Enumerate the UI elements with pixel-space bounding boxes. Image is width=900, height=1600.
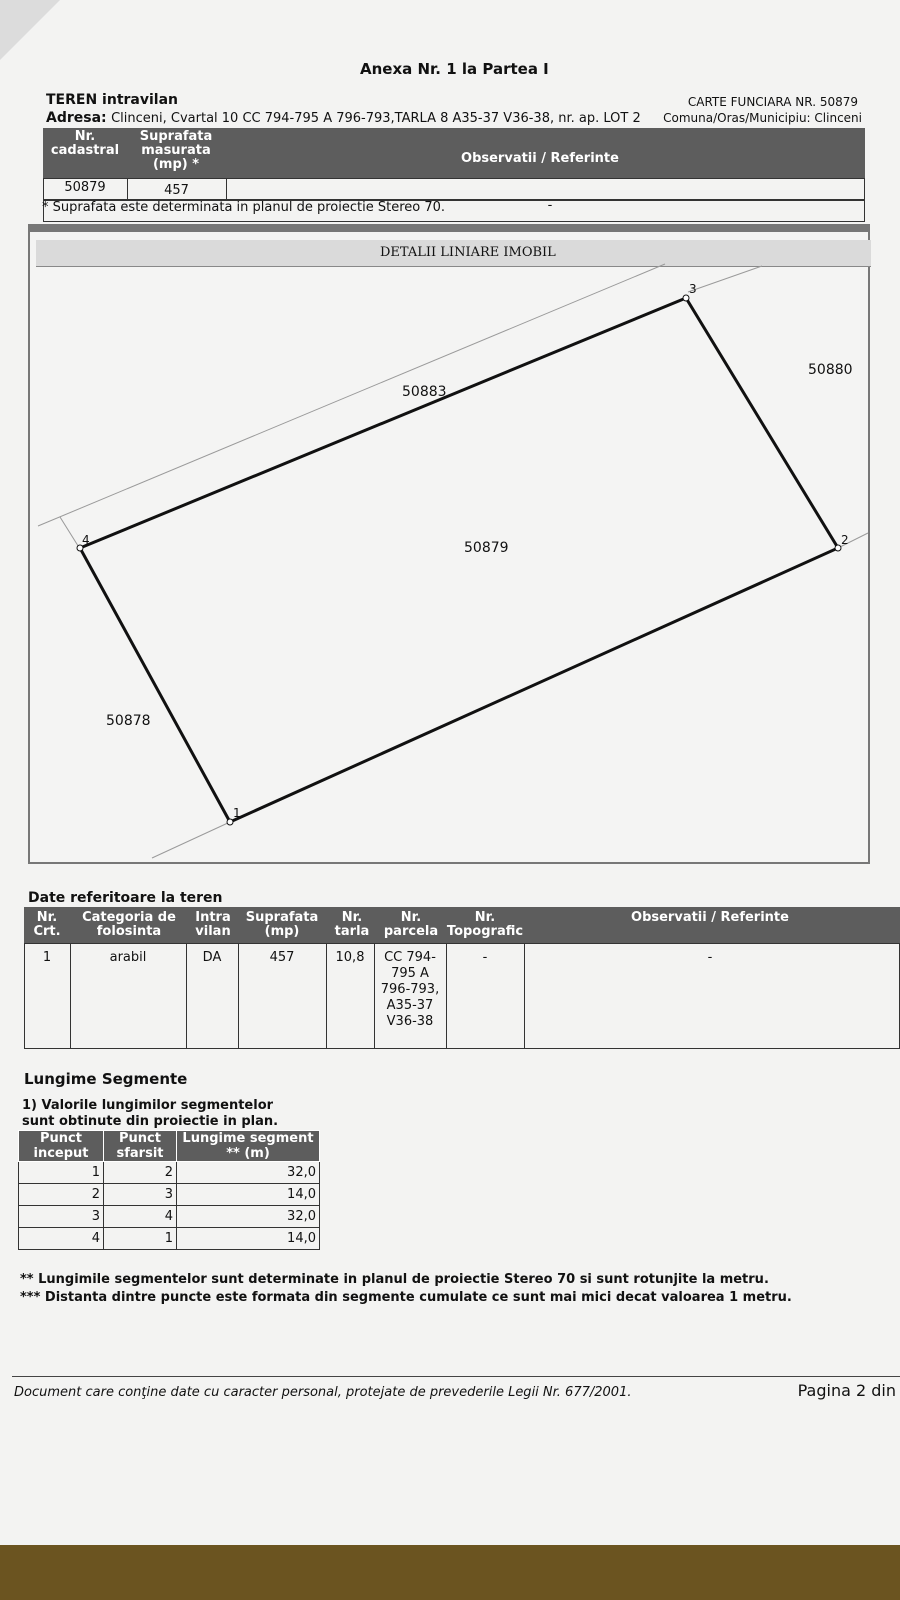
cf-number: CARTE FUNCIARA NR. 50879 bbox=[687, 95, 858, 109]
col-suprafata: Suprafata masurata (mp) * bbox=[139, 129, 213, 172]
col-parcela: Nr. parcela bbox=[383, 910, 439, 939]
segments-header-row bbox=[19, 1131, 320, 1162]
point-3-label: 3 bbox=[689, 282, 697, 296]
col-suprafata-mp: Suprafata (mp) bbox=[245, 910, 319, 939]
table-row: 4 1 14,0 bbox=[19, 1228, 320, 1250]
col-observatii-ref: Observatii / Referinte bbox=[631, 910, 789, 925]
address-value: Clinceni, Cvartal 10 CC 794-795 A 796-793,TARLA 8 A35-37 V36-38, nr. ap. LOT 2 bbox=[111, 111, 641, 126]
col-categoria: Categoria de folosinta bbox=[82, 910, 176, 939]
row-intravilan: DA bbox=[202, 950, 222, 965]
neighbor-east-label: 50880 bbox=[808, 362, 853, 378]
neighbor-line-south bbox=[152, 822, 230, 858]
footer-disclaimer: Document care conţine date cu caracter personal, protejate de prevederile Legii Nr. 677/2001. bbox=[14, 1385, 632, 1400]
segments-note-line2: sunt obtinute din proiectie in plan. bbox=[22, 1114, 279, 1129]
row-observatii: - bbox=[707, 950, 713, 965]
col-nr-crt: Nr. Crt. bbox=[33, 910, 61, 939]
page-number: Pagina 2 din bbox=[797, 1381, 896, 1400]
point-2-label: 2 bbox=[841, 533, 849, 547]
col-observatii: Observatii / Referinte bbox=[461, 151, 619, 166]
footnote-3: *** Distanta dintre puncte este formata din segmente cumulate ce sunt mai mici decat valoarea 1 metru. bbox=[20, 1290, 792, 1305]
footnote-2: ** Lungimile segmentelor sunt determinate in planul de proiectie Stereo 70 si sunt rotunjite la metru. bbox=[20, 1272, 769, 1287]
point-1-label: 1 bbox=[233, 806, 241, 820]
col-nr-cadastral: Nr. cadastral bbox=[50, 129, 120, 158]
row-suprafata: 457 bbox=[269, 950, 295, 965]
parcel-outline bbox=[80, 298, 838, 822]
address-label: Adresa: bbox=[46, 110, 107, 126]
plan-title: DETALII LINIARE IMOBIL bbox=[380, 245, 556, 260]
col-punct-sfarsit: Punct sfarsit bbox=[104, 1131, 177, 1162]
row-categoria: arabil bbox=[109, 950, 147, 965]
segments-table bbox=[18, 1130, 320, 1250]
segments-note-line1: 1) Valorile lungimilor segmentelor bbox=[22, 1098, 274, 1113]
point-4-label: 4 bbox=[82, 533, 90, 547]
row-topografic: - bbox=[482, 950, 488, 965]
page-title: Anexa Nr. 1 la Partea I bbox=[360, 60, 549, 78]
locality: Comuna/Oras/Municipiu: Clinceni bbox=[663, 111, 862, 125]
table-row: 2 3 14,0 bbox=[19, 1184, 320, 1206]
table-row: 3 4 32,0 bbox=[19, 1206, 320, 1228]
row-parcela: CC 794-795 A 796-793, A35-37 V36-38 bbox=[380, 950, 440, 1029]
col-topografic: Nr. Topografic bbox=[446, 911, 524, 939]
land-type: TEREN intravilan bbox=[46, 92, 178, 108]
neighbor-line-north bbox=[38, 264, 665, 526]
neighbor-west-label: 50878 bbox=[106, 713, 151, 729]
parcel-main-label: 50879 bbox=[464, 540, 509, 556]
nr-cadastral-value: 50879 bbox=[64, 180, 106, 195]
observatii-value: - bbox=[547, 198, 553, 213]
row-nr-crt: 1 bbox=[42, 950, 52, 965]
col-intravilan: Intra vilan bbox=[195, 910, 231, 939]
segments-title: Lungime Segmente bbox=[24, 1070, 188, 1088]
col-punct-inceput: Punct inceput bbox=[19, 1131, 104, 1162]
neighbor-north-label: 50883 bbox=[402, 384, 447, 400]
suprafata-value: 457 bbox=[164, 183, 189, 198]
footer-divider bbox=[12, 1376, 900, 1377]
table-row: 1 2 32,0 bbox=[19, 1162, 320, 1184]
land-section-title: Date referitoare la teren bbox=[28, 890, 223, 906]
row-tarla: 10,8 bbox=[335, 950, 365, 965]
col-tarla: Nr. tarla bbox=[334, 910, 370, 939]
col-lungime: Lungime segment ** (m) bbox=[177, 1131, 320, 1162]
surface-note: * Suprafata este determinata in planul de proiectie Stereo 70. bbox=[42, 200, 446, 215]
